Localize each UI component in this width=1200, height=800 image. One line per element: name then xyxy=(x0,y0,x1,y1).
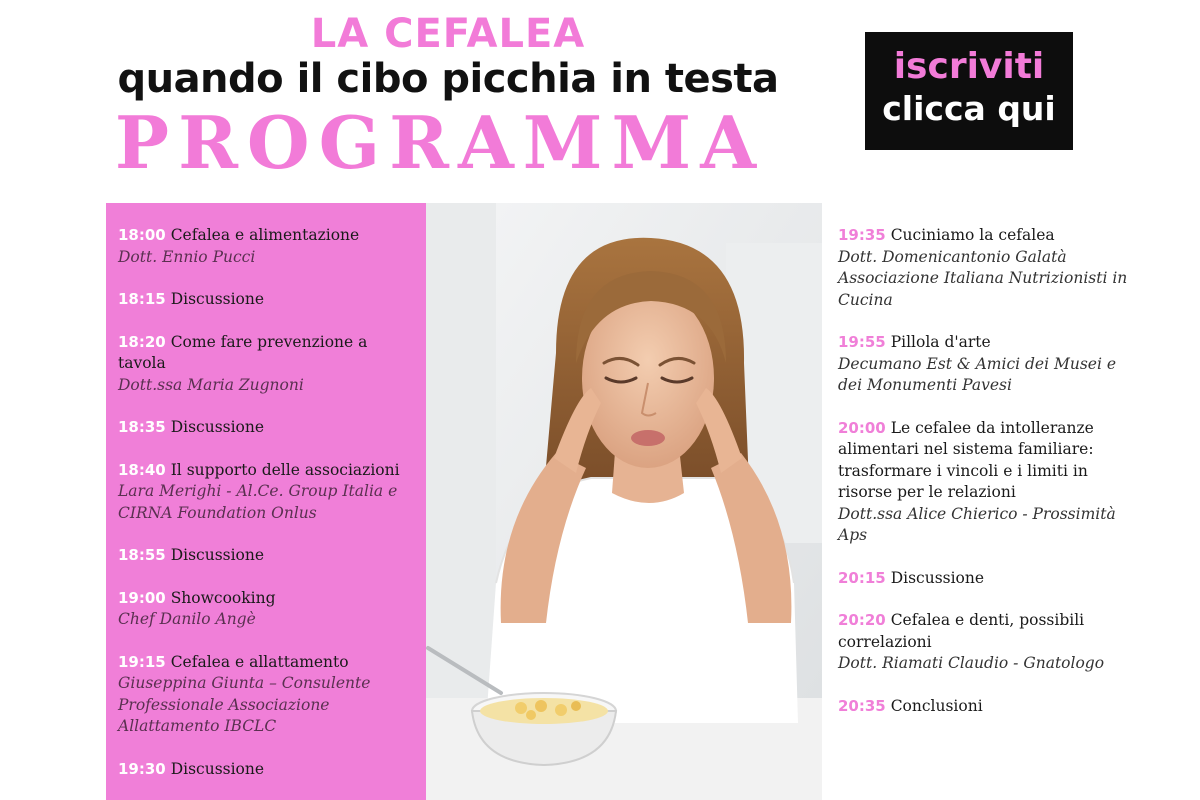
program-heading: PROGRAMMA xyxy=(114,100,766,185)
schedule-time: 18:15 xyxy=(118,290,166,308)
event-title: LA CEFALEA xyxy=(310,11,586,57)
schedule-title: Le cefalee da intolleranze alimentari nel sistema familiare: trasformare i vincoli e i limiti in risorse per le relazioni xyxy=(838,418,1094,501)
schedule-item xyxy=(118,332,416,397)
schedule-title: Cuciniamo la cefalea xyxy=(890,226,1055,244)
schedule-time: 20:20 xyxy=(838,611,886,629)
woman-headache-illustration xyxy=(426,203,822,800)
schedule-item xyxy=(118,588,416,631)
event-subtitle: quando il cibo picchia in testa xyxy=(117,56,779,102)
click-here-label: clicca qui xyxy=(882,89,1056,128)
schedule-left-column xyxy=(106,203,426,800)
schedule-time: 19:55 xyxy=(838,333,886,351)
schedule-title: Discussione xyxy=(170,290,265,308)
schedule-item xyxy=(838,332,1128,397)
schedule-item xyxy=(118,545,416,567)
schedule-speaker: Dott. Domenicantonio Galatà Associazione Italiana Nutrizionisti in Cucina xyxy=(838,247,1128,309)
schedule-time: 18:55 xyxy=(118,546,166,564)
schedule-speaker: Giuseppina Giunta – Consulente Professionale Associazione Allattamento IBCLC xyxy=(118,674,371,735)
schedule-title: Discussione xyxy=(170,546,265,564)
schedule-item xyxy=(118,759,416,781)
schedule-title: Discussione xyxy=(170,759,265,778)
schedule-speaker: Chef Danilo Angè xyxy=(118,610,256,628)
schedule-speaker: Decumano Est & Amici dei Musei e dei Monumenti Pavesi xyxy=(838,354,1117,394)
schedule-title: Pillola d'arte xyxy=(890,333,991,351)
schedule-title: Discussione xyxy=(890,568,985,587)
schedule-time: 18:20 xyxy=(118,332,166,351)
schedule-title: Il supporto delle associazioni xyxy=(170,460,400,479)
schedule-title: Discussione xyxy=(170,418,265,436)
schedule-title: Cefalea e denti, possibili correlazioni xyxy=(838,611,1085,651)
schedule-item xyxy=(118,460,416,525)
schedule-title: Come fare prevenzione a tavola xyxy=(118,332,368,372)
schedule-time: 18:35 xyxy=(118,418,166,436)
schedule-speaker: Dott. Ennio Pucci xyxy=(118,247,256,266)
schedule-item xyxy=(838,225,1128,311)
schedule-item xyxy=(838,568,1128,590)
schedule-title: Showcooking xyxy=(170,588,276,607)
schedule-time: 19:30 xyxy=(118,759,166,778)
schedule-item xyxy=(118,225,416,268)
schedule-title: Cefalea e alimentazione xyxy=(170,226,360,244)
schedule-speaker: Dott. Riamati Claudio - Gnatologo xyxy=(838,654,1105,672)
schedule-speaker: Lara Merighi - Al.Ce. Group Italia e CIRNA Foundation Onlus xyxy=(118,482,398,522)
register-button[interactable] xyxy=(865,32,1073,150)
headache-photo xyxy=(426,203,822,800)
schedule-item xyxy=(118,417,416,439)
schedule-title: Cefalea e allattamento xyxy=(170,652,349,671)
schedule-time: 20:35 xyxy=(838,696,886,715)
schedule-time: 18:00 xyxy=(118,226,166,244)
schedule-speaker: Dott.ssa Alice Chierico - Prossimità Aps xyxy=(838,504,1116,544)
schedule-time: 20:15 xyxy=(838,568,886,587)
schedule-time: 18:40 xyxy=(118,460,166,479)
schedule-time: 19:15 xyxy=(118,652,166,671)
schedule-speaker: Dott.ssa Maria Zugnoni xyxy=(118,375,304,394)
schedule-item xyxy=(838,610,1128,675)
schedule-right-column xyxy=(838,225,1128,738)
schedule-title: Conclusioni xyxy=(890,696,983,715)
schedule-item xyxy=(118,652,416,738)
schedule-time: 20:00 xyxy=(838,418,886,437)
schedule-time: 19:00 xyxy=(118,588,166,607)
schedule-item xyxy=(838,418,1128,547)
schedule-item xyxy=(118,289,416,311)
register-label: iscriviti xyxy=(893,46,1045,87)
schedule-time: 19:35 xyxy=(838,226,886,244)
schedule-item xyxy=(838,696,1128,718)
